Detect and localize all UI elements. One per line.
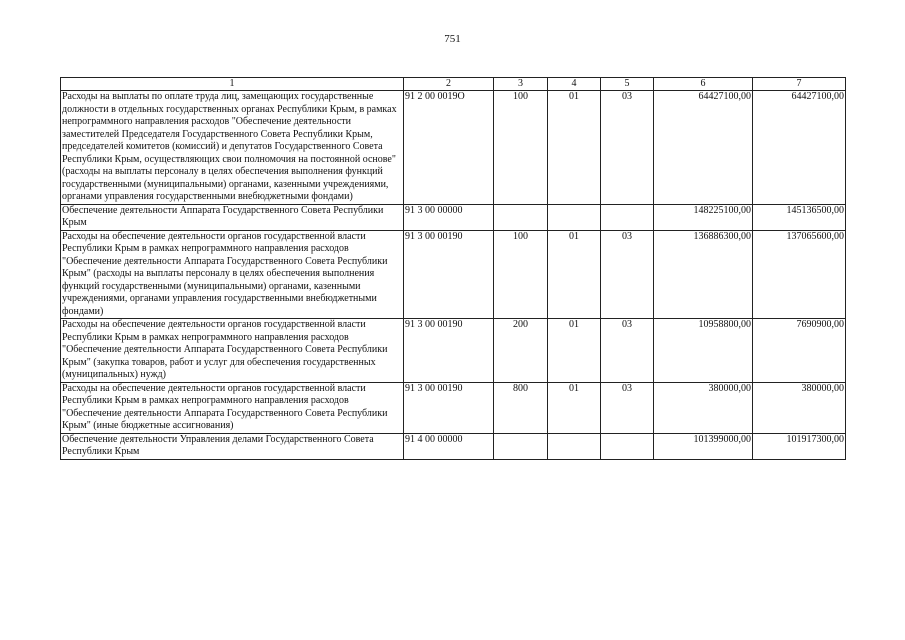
column-header: 5: [601, 78, 654, 91]
table-row: [61, 382, 846, 433]
row-amount-col7: 64427100,00: [753, 91, 846, 205]
table-row: [61, 204, 846, 230]
row-subsection: 03: [601, 382, 654, 433]
table-row: [61, 230, 846, 319]
row-section: [548, 204, 601, 230]
row-code: 91 4 00 00000: [404, 433, 494, 459]
row-description: Расходы на выплаты по оплате труда лиц, замещающих государственные должности в отдельных государственных органах Республики Крым, в рамках непрограммного направления расходов "Обеспечение деятельности заместителей Председателя Государственного Совета Республики Крым, председателей комитетов (комиссий) и депутатов Государственного Совета Республики Крым, осуществляющих свои полномочия на постоянной основе" (расходы на выплаты персоналу в целях обеспечения выполнения функций государственными (муниципальными) органами, казенными учреждениями, органами управления государственными внебюджетными фондами): [61, 91, 404, 205]
row-amount-col6: 64427100,00: [654, 91, 753, 205]
row-amount-col7: 137065600,00: [753, 230, 846, 319]
row-subsection: [601, 433, 654, 459]
header-row: [61, 78, 846, 91]
row-description: Расходы на обеспечение деятельности органов государственной власти Республики Крым в рамках непрограммного направления расходов "Обеспечение деятельности Аппарата Государственного Совета Республики Крым" (иные бюджетные ассигнования): [61, 382, 404, 433]
row-subsection: [601, 204, 654, 230]
row-amount-col6: 380000,00: [654, 382, 753, 433]
row-expense-type: [494, 433, 548, 459]
table-row: [61, 319, 846, 383]
row-amount-col7: 101917300,00: [753, 433, 846, 459]
row-code: 91 3 00 00190: [404, 230, 494, 319]
row-section: 01: [548, 382, 601, 433]
column-header: 3: [494, 78, 548, 91]
row-expense-type: 200: [494, 319, 548, 383]
row-subsection: 03: [601, 230, 654, 319]
page-number: 751: [444, 33, 461, 45]
row-section: [548, 433, 601, 459]
row-description: Расходы на обеспечение деятельности органов государственной власти Республики Крым в рамках непрограммного направления расходов "Обеспечение деятельности Аппарата Государственного Совета Республики Крым" (расходы на выплаты персоналу в целях обеспечения выполнения функций государственными (муниципальными) органами, казенными учреждениями, органами управления государственными внебюджетными фондами): [61, 230, 404, 319]
column-header: 6: [654, 78, 753, 91]
row-expense-type: 100: [494, 230, 548, 319]
row-amount-col7: 145136500,00: [753, 204, 846, 230]
row-amount-col7: 380000,00: [753, 382, 846, 433]
row-amount-col6: 10958800,00: [654, 319, 753, 383]
row-subsection: 03: [601, 319, 654, 383]
column-header: 2: [404, 78, 494, 91]
row-expense-type: 100: [494, 91, 548, 205]
row-amount-col6: 148225100,00: [654, 204, 753, 230]
row-section: 01: [548, 91, 601, 205]
column-header: 4: [548, 78, 601, 91]
row-description: Обеспечение деятельности Управления делами Государственного Совета Республики Крым: [61, 433, 404, 459]
table-row: [61, 433, 846, 459]
row-expense-type: [494, 204, 548, 230]
table-row: [61, 91, 846, 205]
row-section: 01: [548, 230, 601, 319]
column-header: 7: [753, 78, 846, 91]
row-code: 91 2 00 0019O: [404, 91, 494, 205]
row-description: Расходы на обеспечение деятельности органов государственной власти Республики Крым в рамках непрограммного направления расходов "Обеспечение деятельности Аппарата Государственного Совета Республики Крым" (закупка товаров, работ и услуг для обеспечения государственных (муниципальных) нужд): [61, 319, 404, 383]
column-header: 1: [61, 78, 404, 91]
row-code: 91 3 00 00190: [404, 382, 494, 433]
row-code: 91 3 00 00190: [404, 319, 494, 383]
row-amount-col6: 136886300,00: [654, 230, 753, 319]
row-section: 01: [548, 319, 601, 383]
row-description: Обеспечение деятельности Аппарата Государственного Совета Республики Крым: [61, 204, 404, 230]
row-subsection: 03: [601, 91, 654, 205]
budget-table: [60, 77, 846, 460]
row-amount-col7: 7690900,00: [753, 319, 846, 383]
row-amount-col6: 101399000,00: [654, 433, 753, 459]
row-code: 91 3 00 00000: [404, 204, 494, 230]
row-expense-type: 800: [494, 382, 548, 433]
